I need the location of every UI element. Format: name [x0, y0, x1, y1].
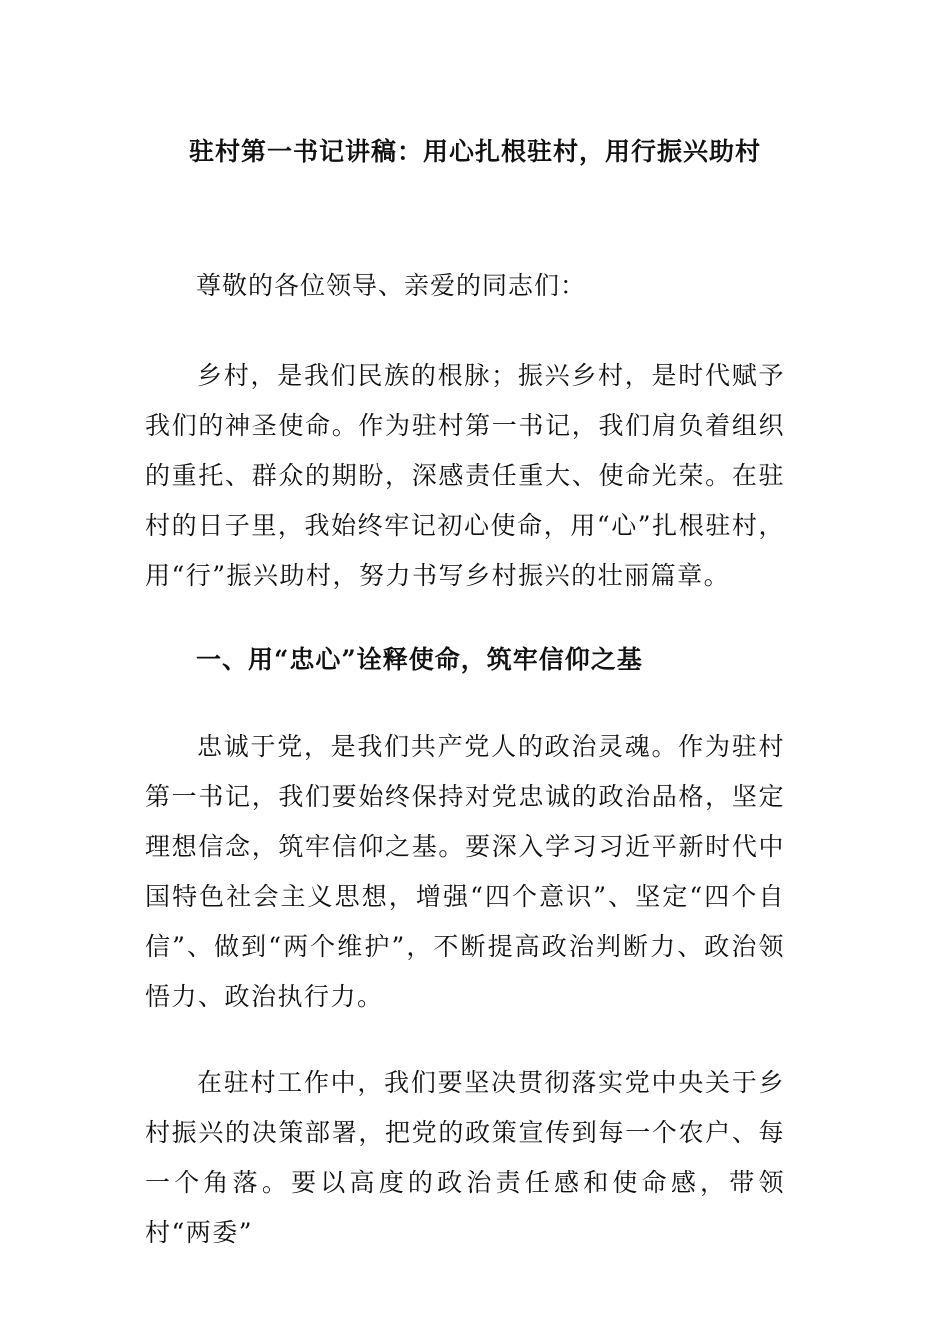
section-heading: 一、用“忠心”诠释使命，筑牢信仰之基	[196, 645, 643, 674]
salutation: 尊敬的各位领导、亲爱的同志们：	[196, 271, 587, 300]
paragraph-loyalty: 忠诚于党，是我们共产党人的政治灵魂。作为驻村第一书记，我们要始终保持对党忠诚的政治品格，坚定理想信念，筑牢信仰之基。要深入学习习近平新时代中国特色社会主义思想，增强“四个意识”、坚定“四个自信”、做到“两个维护”，不断提高政治判断力、政治领悟力、政治执行力。	[145, 732, 785, 1011]
paragraph-village-work: 在驻村工作中，我们要坚决贯彻落实党中央关于乡村振兴的决策部署，把党的政策宣传到每一个农户、每一个角落。要以高度的政治责任感和使命感，带领村“两委”	[145, 1068, 785, 1247]
document-title: 驻村第一书记讲稿：用心扎根驻村，用行振兴助村	[188, 137, 761, 166]
paragraph-intro: 乡村，是我们民族的根脉；振兴乡村，是时代赋予我们的神圣使命。作为驻村第一书记，我们肩负着组织的重托、群众的期盼，深感责任重大、使命光荣。在驻村的日子里，我始终牢记初心使命，用“心”扎根驻村，用“行”振兴助村，努力书写乡村振兴的壮丽篇章。	[145, 361, 785, 590]
